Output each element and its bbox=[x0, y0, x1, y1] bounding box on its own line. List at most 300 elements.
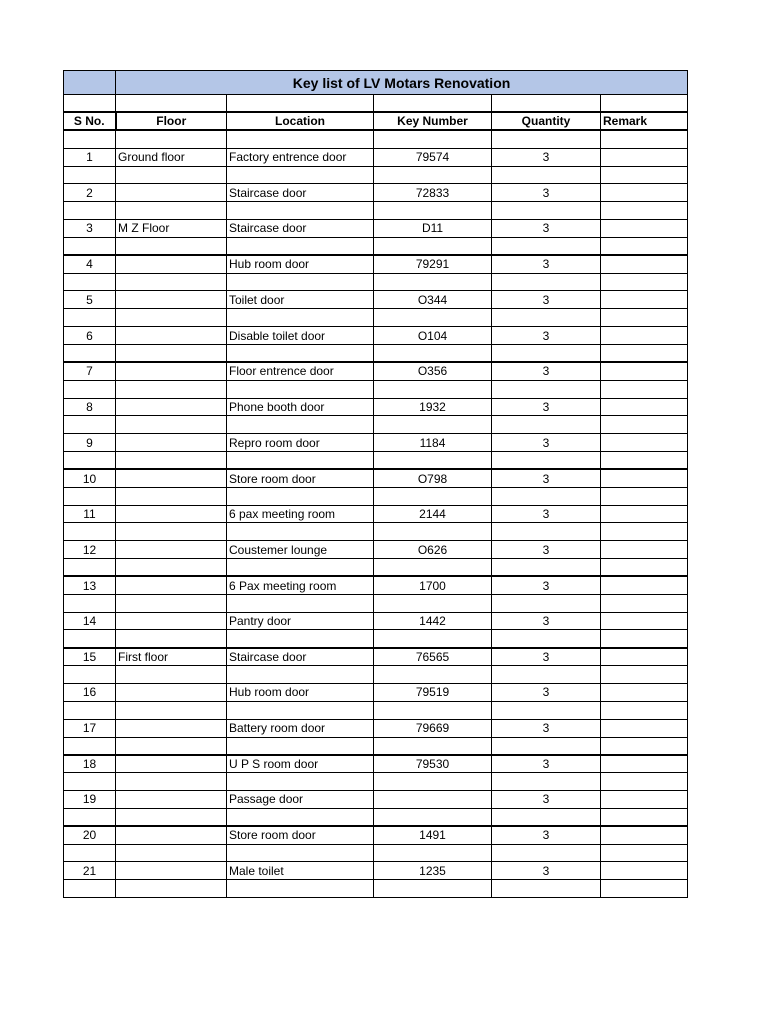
cell-remark bbox=[601, 220, 688, 238]
cell-quantity: 3 bbox=[492, 434, 601, 452]
spacer-cell bbox=[116, 844, 227, 862]
spacer-cell bbox=[64, 523, 116, 541]
spacer-cell bbox=[374, 309, 492, 327]
spacer-cell bbox=[227, 309, 374, 327]
cell-location: Store room door bbox=[227, 469, 374, 487]
cell-floor bbox=[116, 719, 227, 737]
cell-quantity: 3 bbox=[492, 362, 601, 380]
spacer-cell bbox=[227, 844, 374, 862]
spacer-cell bbox=[116, 487, 227, 505]
table-row bbox=[64, 719, 688, 737]
spacer-cell bbox=[116, 309, 227, 327]
cell-floor bbox=[116, 327, 227, 345]
spacer-cell bbox=[601, 130, 688, 148]
cell-key-number: 1184 bbox=[374, 434, 492, 452]
cell-quantity: 3 bbox=[492, 684, 601, 702]
title-corner-cell bbox=[64, 71, 116, 95]
spacer-cell bbox=[601, 416, 688, 434]
cell-sno: 21 bbox=[64, 862, 116, 880]
spacer-cell bbox=[374, 166, 492, 184]
cell-key-number: O344 bbox=[374, 291, 492, 309]
cell-quantity: 3 bbox=[492, 327, 601, 345]
spacer-cell bbox=[116, 666, 227, 684]
cell-location: Floor entrence door bbox=[227, 362, 374, 380]
table-row bbox=[64, 505, 688, 523]
spacer-cell bbox=[227, 523, 374, 541]
cell-quantity: 3 bbox=[492, 648, 601, 666]
cell-remark bbox=[601, 684, 688, 702]
spacer-cell bbox=[492, 808, 601, 826]
cell-sno: 7 bbox=[64, 362, 116, 380]
spacer-cell bbox=[374, 416, 492, 434]
cell-sno: 11 bbox=[64, 505, 116, 523]
table-row bbox=[64, 291, 688, 309]
spacer-cell bbox=[374, 701, 492, 719]
cell-location: Passage door bbox=[227, 791, 374, 809]
spacer-row bbox=[64, 594, 688, 612]
cell-remark bbox=[601, 755, 688, 773]
cell-location: Phone booth door bbox=[227, 398, 374, 416]
cell-sno: 2 bbox=[64, 184, 116, 202]
cell-key-number: O356 bbox=[374, 362, 492, 380]
table-row bbox=[64, 755, 688, 773]
spacer-cell bbox=[227, 773, 374, 791]
cell-remark bbox=[601, 826, 688, 844]
cell-key-number: O104 bbox=[374, 327, 492, 345]
cell-quantity: 3 bbox=[492, 791, 601, 809]
spacer-cell bbox=[227, 737, 374, 755]
cell-location: Staircase door bbox=[227, 648, 374, 666]
cell-location: Disable toilet door bbox=[227, 327, 374, 345]
cell-sno: 18 bbox=[64, 755, 116, 773]
cell-remark bbox=[601, 576, 688, 594]
spacer-cell bbox=[601, 773, 688, 791]
spacer-row bbox=[64, 844, 688, 862]
spacer-cell bbox=[227, 166, 374, 184]
spacer-cell bbox=[116, 380, 227, 398]
cell-floor bbox=[116, 576, 227, 594]
cell-remark bbox=[601, 434, 688, 452]
spacer-row bbox=[64, 344, 688, 362]
spacer-cell bbox=[601, 380, 688, 398]
spacer-row bbox=[64, 666, 688, 684]
cell-quantity: 3 bbox=[492, 826, 601, 844]
spacer-cell bbox=[601, 452, 688, 470]
spacer-cell bbox=[64, 416, 116, 434]
cell-key-number: D11 bbox=[374, 220, 492, 238]
spacer-cell bbox=[116, 344, 227, 362]
cell-sno: 1 bbox=[64, 148, 116, 166]
spacer-cell bbox=[64, 130, 116, 148]
spacer-cell bbox=[64, 487, 116, 505]
cell-key-number: 79669 bbox=[374, 719, 492, 737]
spacer-cell bbox=[601, 487, 688, 505]
spacer-row bbox=[64, 630, 688, 648]
cell-floor bbox=[116, 255, 227, 273]
cell-floor bbox=[116, 684, 227, 702]
spacer-cell bbox=[64, 701, 116, 719]
cell-sno: 3 bbox=[64, 220, 116, 238]
spacer-row bbox=[64, 523, 688, 541]
cell-quantity: 3 bbox=[492, 469, 601, 487]
cell-sno: 9 bbox=[64, 434, 116, 452]
table-row bbox=[64, 791, 688, 809]
spacer-cell bbox=[374, 523, 492, 541]
cell-key-number: 79574 bbox=[374, 148, 492, 166]
cell-key-number: 79530 bbox=[374, 755, 492, 773]
cell-quantity: 3 bbox=[492, 541, 601, 559]
spacer-cell bbox=[64, 309, 116, 327]
cell-location: Hub room door bbox=[227, 255, 374, 273]
cell-floor bbox=[116, 434, 227, 452]
cell-remark bbox=[601, 648, 688, 666]
spacer-cell bbox=[116, 594, 227, 612]
header-key-number: Key Number bbox=[374, 112, 492, 130]
cell-location: Coustemer lounge bbox=[227, 541, 374, 559]
spacer-row bbox=[64, 880, 688, 898]
cell-floor: M Z Floor bbox=[116, 220, 227, 238]
cell-remark bbox=[601, 327, 688, 345]
cell-quantity: 3 bbox=[492, 148, 601, 166]
spacer-cell bbox=[601, 166, 688, 184]
cell-floor bbox=[116, 541, 227, 559]
spacer-cell bbox=[374, 273, 492, 291]
spacer-cell bbox=[227, 808, 374, 826]
spacer-cell bbox=[64, 344, 116, 362]
cell-location: Toilet door bbox=[227, 291, 374, 309]
spacer-cell bbox=[227, 666, 374, 684]
spacer-cell bbox=[492, 452, 601, 470]
cell-remark bbox=[601, 791, 688, 809]
spacer-cell bbox=[601, 273, 688, 291]
table-row bbox=[64, 469, 688, 487]
spacer-cell bbox=[492, 344, 601, 362]
spacer-cell bbox=[64, 808, 116, 826]
cell-key-number bbox=[374, 791, 492, 809]
table-row bbox=[64, 648, 688, 666]
cell-remark bbox=[601, 398, 688, 416]
spacer-cell bbox=[601, 737, 688, 755]
cell-sno: 5 bbox=[64, 291, 116, 309]
spacer-row bbox=[64, 202, 688, 220]
spacer-cell bbox=[64, 273, 116, 291]
cell-key-number: 1442 bbox=[374, 612, 492, 630]
spacer-cell bbox=[492, 701, 601, 719]
cell-sno: 19 bbox=[64, 791, 116, 809]
spacer-row bbox=[64, 95, 688, 113]
cell-key-number: 72833 bbox=[374, 184, 492, 202]
spacer-cell bbox=[374, 344, 492, 362]
table-row bbox=[64, 220, 688, 238]
cell-quantity: 3 bbox=[492, 505, 601, 523]
spacer-cell bbox=[64, 380, 116, 398]
spacer-row bbox=[64, 416, 688, 434]
spacer-cell bbox=[116, 808, 227, 826]
spacer-cell bbox=[374, 559, 492, 577]
cell-sno: 15 bbox=[64, 648, 116, 666]
spacer-row bbox=[64, 380, 688, 398]
spacer-row bbox=[64, 559, 688, 577]
spacer-cell bbox=[374, 773, 492, 791]
spacer-row bbox=[64, 452, 688, 470]
cell-sno: 8 bbox=[64, 398, 116, 416]
cell-floor bbox=[116, 469, 227, 487]
spacer-cell bbox=[64, 880, 116, 898]
cell-location: Staircase door bbox=[227, 184, 374, 202]
cell-quantity: 3 bbox=[492, 398, 601, 416]
cell-remark bbox=[601, 469, 688, 487]
spacer-cell bbox=[116, 237, 227, 255]
cell-floor bbox=[116, 612, 227, 630]
cell-quantity: 3 bbox=[492, 612, 601, 630]
spacer-row bbox=[64, 737, 688, 755]
spacer-cell bbox=[374, 666, 492, 684]
cell-location: Hub room door bbox=[227, 684, 374, 702]
cell-remark bbox=[601, 612, 688, 630]
spacer-row bbox=[64, 130, 688, 148]
spacer-cell bbox=[601, 559, 688, 577]
cell-quantity: 3 bbox=[492, 220, 601, 238]
cell-quantity: 3 bbox=[492, 255, 601, 273]
cell-floor bbox=[116, 826, 227, 844]
cell-sno: 6 bbox=[64, 327, 116, 345]
spacer-row bbox=[64, 166, 688, 184]
cell-key-number: 79519 bbox=[374, 684, 492, 702]
spacer-cell bbox=[227, 594, 374, 612]
cell-quantity: 3 bbox=[492, 291, 601, 309]
cell-location: U P S room door bbox=[227, 755, 374, 773]
spacer-cell bbox=[492, 309, 601, 327]
cell-key-number: 1235 bbox=[374, 862, 492, 880]
spacer-cell bbox=[374, 808, 492, 826]
spacer-cell bbox=[116, 773, 227, 791]
cell-location: Male toilet bbox=[227, 862, 374, 880]
spacer-cell bbox=[492, 166, 601, 184]
cell-location: Store room door bbox=[227, 826, 374, 844]
key-list-table bbox=[63, 70, 688, 898]
spacer-cell bbox=[227, 202, 374, 220]
spacer-cell bbox=[492, 737, 601, 755]
spacer-cell bbox=[601, 630, 688, 648]
spacer-cell bbox=[601, 344, 688, 362]
spacer-cell bbox=[492, 594, 601, 612]
cell-remark bbox=[601, 862, 688, 880]
spacer-cell bbox=[227, 344, 374, 362]
header-row bbox=[64, 112, 688, 130]
spacer-cell bbox=[64, 773, 116, 791]
spacer-row bbox=[64, 487, 688, 505]
sheet-title: Key list of LV Motars Renovation bbox=[116, 71, 688, 95]
spacer-cell bbox=[492, 844, 601, 862]
spacer-cell bbox=[116, 166, 227, 184]
table-row bbox=[64, 434, 688, 452]
spacer-cell bbox=[374, 737, 492, 755]
spacer-cell bbox=[227, 380, 374, 398]
table-row bbox=[64, 362, 688, 380]
spacer-cell bbox=[227, 416, 374, 434]
spacer-cell bbox=[227, 630, 374, 648]
spacer-cell bbox=[116, 630, 227, 648]
cell-key-number: 1932 bbox=[374, 398, 492, 416]
spacer-cell bbox=[374, 487, 492, 505]
spacer-cell bbox=[601, 523, 688, 541]
header-sno: S No. bbox=[64, 112, 116, 130]
spacer-cell bbox=[64, 237, 116, 255]
spacer-cell bbox=[374, 844, 492, 862]
spacer-cell bbox=[601, 844, 688, 862]
spacer-cell bbox=[492, 523, 601, 541]
table-row bbox=[64, 826, 688, 844]
spacer-row bbox=[64, 701, 688, 719]
spacer-cell bbox=[116, 701, 227, 719]
spacer-cell bbox=[601, 237, 688, 255]
cell-quantity: 3 bbox=[492, 576, 601, 594]
cell-quantity: 3 bbox=[492, 184, 601, 202]
spacer-cell bbox=[492, 380, 601, 398]
table-row bbox=[64, 184, 688, 202]
cell-location: Battery room door bbox=[227, 719, 374, 737]
cell-key-number: O798 bbox=[374, 469, 492, 487]
spacer-cell bbox=[601, 202, 688, 220]
spacer-cell bbox=[492, 273, 601, 291]
spacer-cell bbox=[116, 452, 227, 470]
spacer-row bbox=[64, 808, 688, 826]
spacer-cell bbox=[374, 130, 492, 148]
header-floor: Floor bbox=[116, 112, 227, 130]
cell-key-number: 79291 bbox=[374, 255, 492, 273]
header-location: Location bbox=[227, 112, 374, 130]
table-row bbox=[64, 576, 688, 594]
cell-remark bbox=[601, 362, 688, 380]
spacer-cell bbox=[227, 452, 374, 470]
spacer-cell bbox=[492, 559, 601, 577]
spacer-cell bbox=[227, 237, 374, 255]
spacer-cell bbox=[227, 487, 374, 505]
cell-quantity: 3 bbox=[492, 755, 601, 773]
spacer-cell bbox=[601, 309, 688, 327]
spacer-cell bbox=[492, 202, 601, 220]
table-row bbox=[64, 612, 688, 630]
cell-remark bbox=[601, 291, 688, 309]
cell-floor: Ground floor bbox=[116, 148, 227, 166]
table-row bbox=[64, 327, 688, 345]
header-remark: Remark bbox=[601, 112, 688, 130]
spacer-cell bbox=[116, 202, 227, 220]
table-row bbox=[64, 398, 688, 416]
cell-remark bbox=[601, 255, 688, 273]
spacer-cell bbox=[601, 701, 688, 719]
cell-key-number: 2144 bbox=[374, 505, 492, 523]
cell-remark bbox=[601, 719, 688, 737]
spacer-cell bbox=[374, 380, 492, 398]
spacer-cell bbox=[492, 130, 601, 148]
cell-sno: 13 bbox=[64, 576, 116, 594]
cell-remark bbox=[601, 505, 688, 523]
spacer-cell bbox=[374, 594, 492, 612]
cell-floor bbox=[116, 398, 227, 416]
cell-sno: 10 bbox=[64, 469, 116, 487]
spacer-row bbox=[64, 309, 688, 327]
spacer-cell bbox=[601, 808, 688, 826]
cell-location: Pantry door bbox=[227, 612, 374, 630]
spacer-cell bbox=[492, 880, 601, 898]
title-row bbox=[64, 71, 688, 95]
cell-sno: 20 bbox=[64, 826, 116, 844]
cell-floor bbox=[116, 791, 227, 809]
table-row bbox=[64, 255, 688, 273]
spacer-cell bbox=[116, 273, 227, 291]
spacer-cell bbox=[227, 130, 374, 148]
spacer-cell bbox=[116, 130, 227, 148]
cell-quantity: 3 bbox=[492, 862, 601, 880]
spacer-cell bbox=[374, 202, 492, 220]
cell-sno: 17 bbox=[64, 719, 116, 737]
cell-remark bbox=[601, 541, 688, 559]
spacer-cell bbox=[227, 880, 374, 898]
cell-floor bbox=[116, 184, 227, 202]
table-row bbox=[64, 684, 688, 702]
cell-location: 6 Pax meeting room bbox=[227, 576, 374, 594]
cell-sno: 12 bbox=[64, 541, 116, 559]
spacer-cell bbox=[374, 237, 492, 255]
cell-location: Repro room door bbox=[227, 434, 374, 452]
header-quantity: Quantity bbox=[492, 112, 601, 130]
cell-quantity: 3 bbox=[492, 719, 601, 737]
cell-floor bbox=[116, 362, 227, 380]
spacer-cell bbox=[116, 523, 227, 541]
spacer-row bbox=[64, 773, 688, 791]
table-row bbox=[64, 148, 688, 166]
spacer-cell bbox=[492, 487, 601, 505]
spacer-cell bbox=[374, 880, 492, 898]
cell-floor: First floor bbox=[116, 648, 227, 666]
spacer-cell bbox=[64, 666, 116, 684]
spacer-cell bbox=[64, 630, 116, 648]
cell-key-number: 76565 bbox=[374, 648, 492, 666]
spacer-cell bbox=[64, 202, 116, 220]
spacer-cell bbox=[374, 452, 492, 470]
cell-key-number: O626 bbox=[374, 541, 492, 559]
spacer-cell bbox=[492, 416, 601, 434]
spacer-cell bbox=[64, 844, 116, 862]
spacer-cell bbox=[227, 273, 374, 291]
spacer-cell bbox=[601, 880, 688, 898]
cell-location: 6 pax meeting room bbox=[227, 505, 374, 523]
spacer-cell bbox=[116, 880, 227, 898]
spacer-cell bbox=[116, 737, 227, 755]
cell-location: Factory entrence door bbox=[227, 148, 374, 166]
cell-key-number: 1491 bbox=[374, 826, 492, 844]
spacer-cell bbox=[492, 237, 601, 255]
cell-sno: 4 bbox=[64, 255, 116, 273]
spacer-cell bbox=[601, 594, 688, 612]
spacer-cell bbox=[64, 452, 116, 470]
cell-remark bbox=[601, 148, 688, 166]
spacer-cell bbox=[116, 559, 227, 577]
spacer-row bbox=[64, 237, 688, 255]
cell-floor bbox=[116, 505, 227, 523]
cell-location: Staircase door bbox=[227, 220, 374, 238]
spacer-cell bbox=[116, 416, 227, 434]
table-row bbox=[64, 862, 688, 880]
spacer-cell bbox=[227, 559, 374, 577]
cell-key-number: 1700 bbox=[374, 576, 492, 594]
cell-sno: 16 bbox=[64, 684, 116, 702]
cell-floor bbox=[116, 291, 227, 309]
spacer-cell bbox=[601, 666, 688, 684]
spacer-cell bbox=[64, 559, 116, 577]
cell-sno: 14 bbox=[64, 612, 116, 630]
